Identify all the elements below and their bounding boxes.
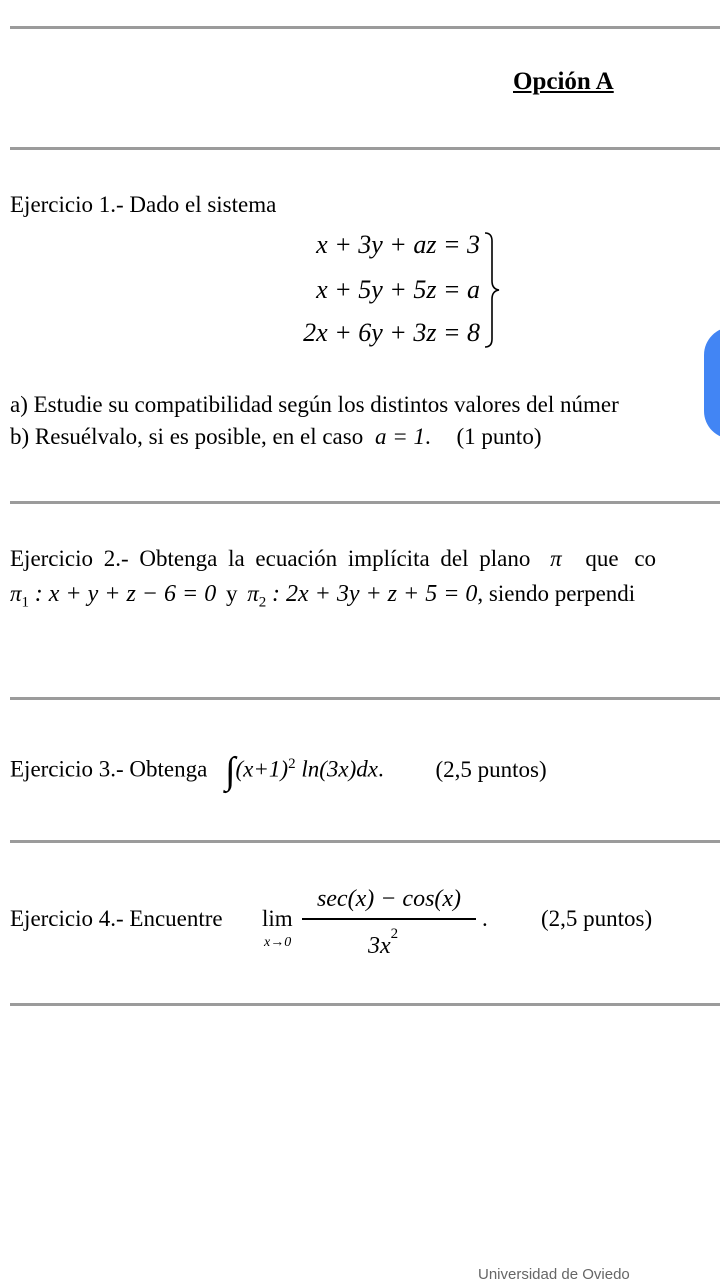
integral-sign: ∫ bbox=[225, 749, 236, 792]
integrand-exponent: 2 bbox=[288, 756, 296, 772]
exercise-3 bbox=[10, 749, 547, 792]
separator-rule bbox=[10, 147, 720, 150]
separator-rule bbox=[10, 840, 720, 843]
fraction-denominator bbox=[368, 926, 398, 960]
equation-row-3: 2x + 6y + 3z = 8 bbox=[303, 318, 480, 347]
equation-row-2: x + 5y + 5z = a bbox=[316, 275, 480, 304]
system-brace bbox=[483, 231, 501, 349]
separator-rule bbox=[10, 1003, 720, 1006]
equation-row-1: x + 3y + az = 3 bbox=[316, 230, 480, 259]
exercise-2-line-2 bbox=[10, 580, 635, 617]
plane-1-equation: : x + y + z − 6 = 0 bbox=[34, 581, 217, 607]
exercise-2-tail: que co bbox=[585, 546, 657, 571]
exercise-4-label: Ejercicio 4.- Encuentre bbox=[10, 906, 223, 931]
log-term: ln(3x)dx bbox=[301, 756, 378, 782]
part-b-points: (1 punto) bbox=[456, 424, 542, 449]
pi1-symbol: π bbox=[10, 581, 22, 606]
limit-operator: lim bbox=[262, 906, 293, 931]
integrand: (x+1) bbox=[235, 756, 289, 782]
exercise-2-line-1 bbox=[10, 545, 656, 573]
exercise-2-text: Ejercicio 2.- Obtenga la ecuación implícita del plano bbox=[10, 546, 531, 571]
plane-pi-symbol: π bbox=[550, 546, 562, 571]
fraction-numerator: sec(x) − cos(x) bbox=[316, 886, 462, 912]
exercise-3-points: (2,5 puntos) bbox=[435, 756, 547, 782]
exercise-3-label: Ejercicio 3.- Obtenga bbox=[10, 756, 208, 782]
fraction-bar bbox=[302, 918, 476, 920]
exercise-1-part-a: a) Estudie su compatibilidad según los distintos valores del númer bbox=[10, 392, 619, 417]
floating-side-button[interactable] bbox=[704, 327, 720, 439]
pi2-symbol: π bbox=[247, 581, 259, 606]
part-b-text: b) Resuélvalo, si es posible, en el caso bbox=[10, 424, 364, 449]
option-title: Opción A bbox=[513, 68, 614, 95]
period: . bbox=[482, 906, 488, 931]
footer-text: Universidad de Oviedo bbox=[478, 1266, 630, 1283]
denominator-exponent: 2 bbox=[390, 926, 399, 942]
exercise-1-intro: Ejercicio 1.- Dado el sistema bbox=[10, 192, 277, 217]
part-b-condition: a = 1 bbox=[374, 424, 426, 449]
separator-rule bbox=[10, 697, 720, 700]
exercise-2-line-2-tail: , siendo perpendi bbox=[477, 581, 636, 606]
limit-subscript: x→0 bbox=[264, 935, 292, 950]
denominator-text: 3x bbox=[368, 933, 391, 959]
pi1-subscript: 1 bbox=[21, 594, 30, 611]
limit-fraction bbox=[300, 885, 478, 913]
separator-rule bbox=[10, 501, 720, 504]
exercise-1-part-b: b) Resuélvalo, si es posible, en el caso a = 1. (1 punto) bbox=[10, 424, 542, 449]
period: . bbox=[377, 756, 384, 782]
conjunction-y: y bbox=[225, 581, 238, 606]
exercise-4-points: (2,5 puntos) bbox=[541, 906, 653, 931]
plane-2-equation: : 2x + 3y + z + 5 = 0 bbox=[271, 581, 478, 607]
separator-rule bbox=[10, 26, 720, 29]
pi2-subscript: 2 bbox=[258, 594, 267, 611]
